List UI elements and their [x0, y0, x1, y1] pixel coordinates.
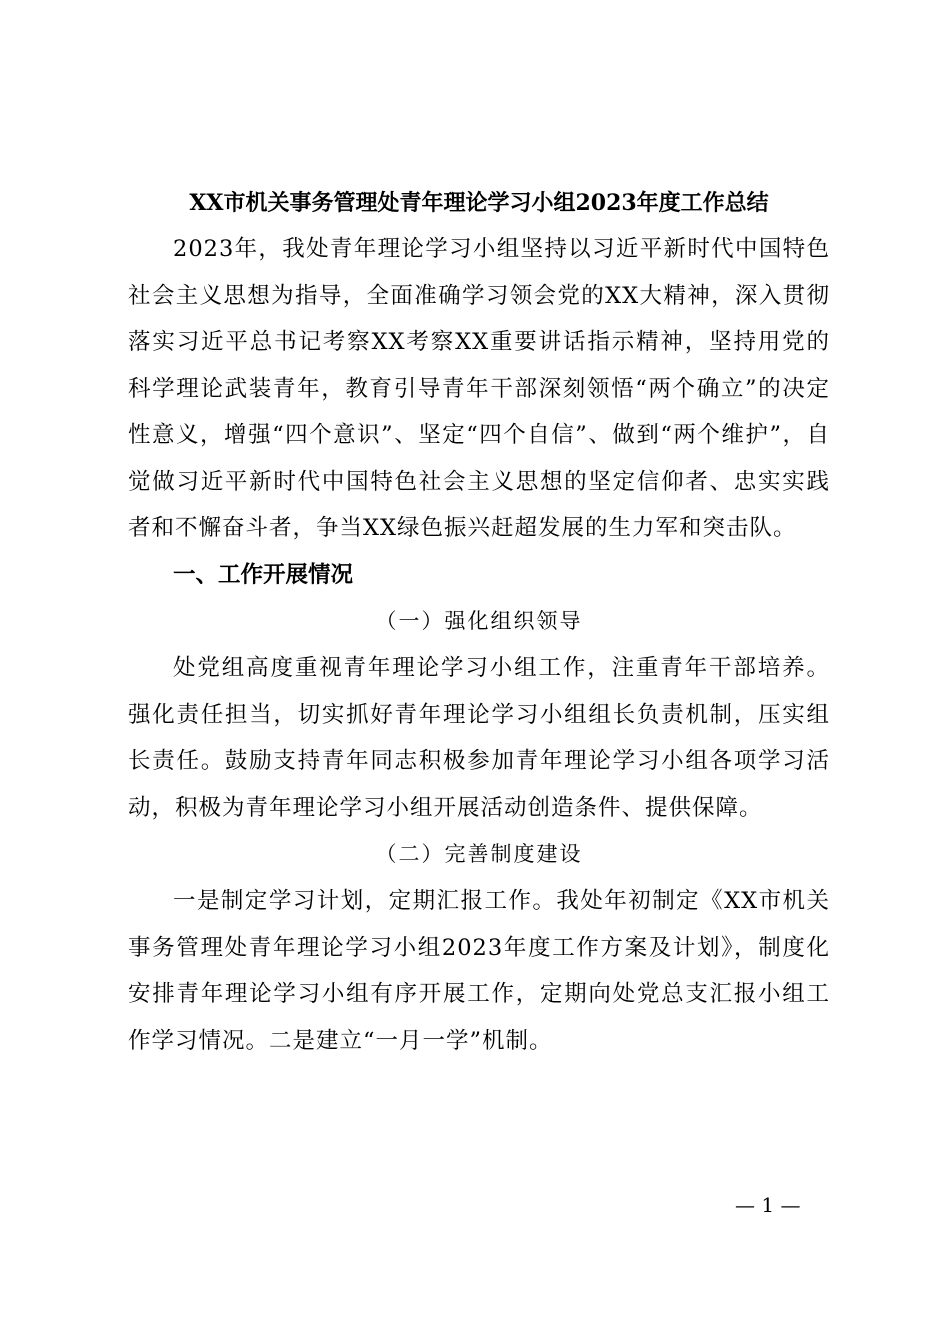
- section-heading-1: 一、工作开展情况: [173, 561, 354, 588]
- document-title: XX市机关事务管理处青年理论学习小组2023年度工作总结: [189, 190, 769, 216]
- subsection-paragraph-2: 一是制定学习计划，定期汇报工作。我处年初制定《XX市机关事务管理处青年理论学习小组2023年度工作方案及计划》，制度化安排青年理论学习小组有序开展工作，定期向处党总支汇报小组工作学习情况。二是建立“一月一学”机制。: [128, 888, 830, 1054]
- subsection-paragraph-1: 处党组高度重视青年理论学习小组工作，注重青年干部培养。强化责任担当，切实抓好青年理论学习小组组长负责机制，压实组长责任。鼓励支持青年同志积极参加青年理论学习小组各项学习活动，积极为青年理论学习小组开展活动创造条件、提供保障。: [128, 655, 830, 821]
- intro-paragraph: 2023年，我处青年理论学习小组坚持以习近平新时代中国特色社会主义思想为指导，全面准确学习领会党的XX大精神，深入贯彻落实习近平总书记考察XX考察XX重要讲话指示精神，坚持用党的科学理论武装青年，教育引导青年干部深刻领悟“两个确立”的决定性意义，增强“四个意识”、坚定“四个自信”、做到“两个维护”，自觉做习近平新时代中国特色社会主义思想的坚定信仰者、忠实实践者和不懈奋斗者，争当XX绿色振兴赶超发展的生力军和突击队。: [128, 236, 830, 541]
- subsection-heading-2: （二）完善制度建设: [375, 842, 583, 866]
- subsection-heading-1: （一）强化组织领导: [375, 609, 583, 633]
- page-number: — 1 —: [735, 1193, 801, 1217]
- document-body: [128, 180, 830, 1064]
